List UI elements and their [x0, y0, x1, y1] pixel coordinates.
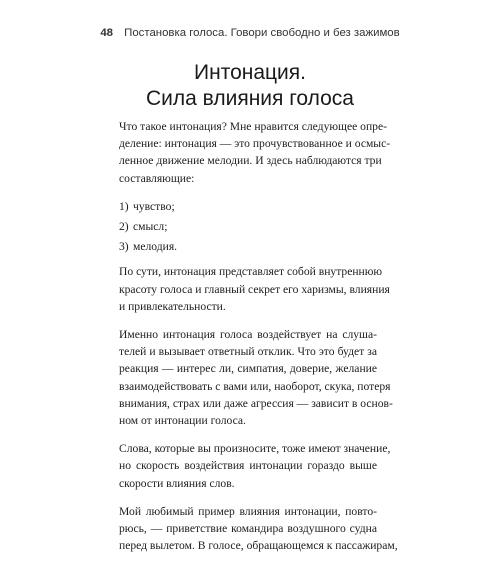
list-item [119, 218, 377, 235]
paragraph-intro [119, 118, 391, 187]
list-number: 2) [119, 220, 129, 234]
list-item-text: мелодия. [133, 240, 178, 254]
body-text [119, 118, 398, 565]
text-line: Что такое интонация? Мне нравится следующее опре- [119, 120, 387, 133]
text-line: телей и вызывает ответный отклик. Что это будет за [119, 345, 377, 359]
text-line: но скорость воздействия интонации гораздо выше [119, 459, 377, 473]
section-title-line-2: Сила влияния голоса [146, 86, 354, 110]
text-line: составляющие: [119, 171, 195, 185]
list-item [119, 238, 377, 255]
text-line: перед вылетом. В голосе, обращающемся к пассажирам, [119, 539, 398, 553]
text-line: ном от интонации голоса. [119, 414, 246, 428]
list-item-text: смысл; [133, 220, 168, 234]
text-line: ленное движение мелодии. И здесь наблюдаются три [119, 154, 382, 168]
running-header [0, 27, 500, 39]
text-line: деление: интонация — это прочувствованное и осмыс- [119, 137, 391, 151]
text-line: По сути, интонация представляет собой внутреннюю [119, 265, 383, 279]
paragraph [119, 440, 391, 492]
text-line: реакция — интерес ли, симпатия, доверие, желание [119, 362, 377, 376]
text-line: Слова, которые вы произносите, тоже имеют значение, [119, 442, 391, 456]
text-line: взаимодействовать с вами или, наоборот, скука, потеря [119, 379, 391, 393]
page-number: 48 [100, 27, 113, 39]
paragraph [119, 326, 393, 429]
list-number: 3) [119, 240, 129, 254]
list-item [119, 198, 377, 215]
text-line: рюсь, — приветствие командира воздушного судна [119, 522, 377, 536]
running-title: Постановка голоса. Говори свободно и без зажимов [124, 27, 400, 39]
section-title-line-1: Интонация. [194, 61, 306, 84]
paragraph [119, 263, 390, 315]
section-title [0, 60, 500, 111]
paragraph [119, 503, 398, 555]
text-line: Именно интонация голоса воздействует на слуша- [119, 328, 377, 342]
text-line: Мой любимый пример влияния интонации, повто- [119, 504, 377, 518]
text-line: красоту голоса и главный секрет его харизмы, влияния [119, 282, 390, 296]
numbered-list [119, 198, 377, 256]
list-item-text: чувство; [133, 199, 175, 213]
text-line: скорости влияния слов. [119, 476, 235, 490]
list-number: 1) [119, 199, 129, 213]
text-line: внимания, страх или даже агрессия — зависит в основ- [119, 396, 393, 410]
text-line: и привлекательности. [119, 299, 226, 313]
